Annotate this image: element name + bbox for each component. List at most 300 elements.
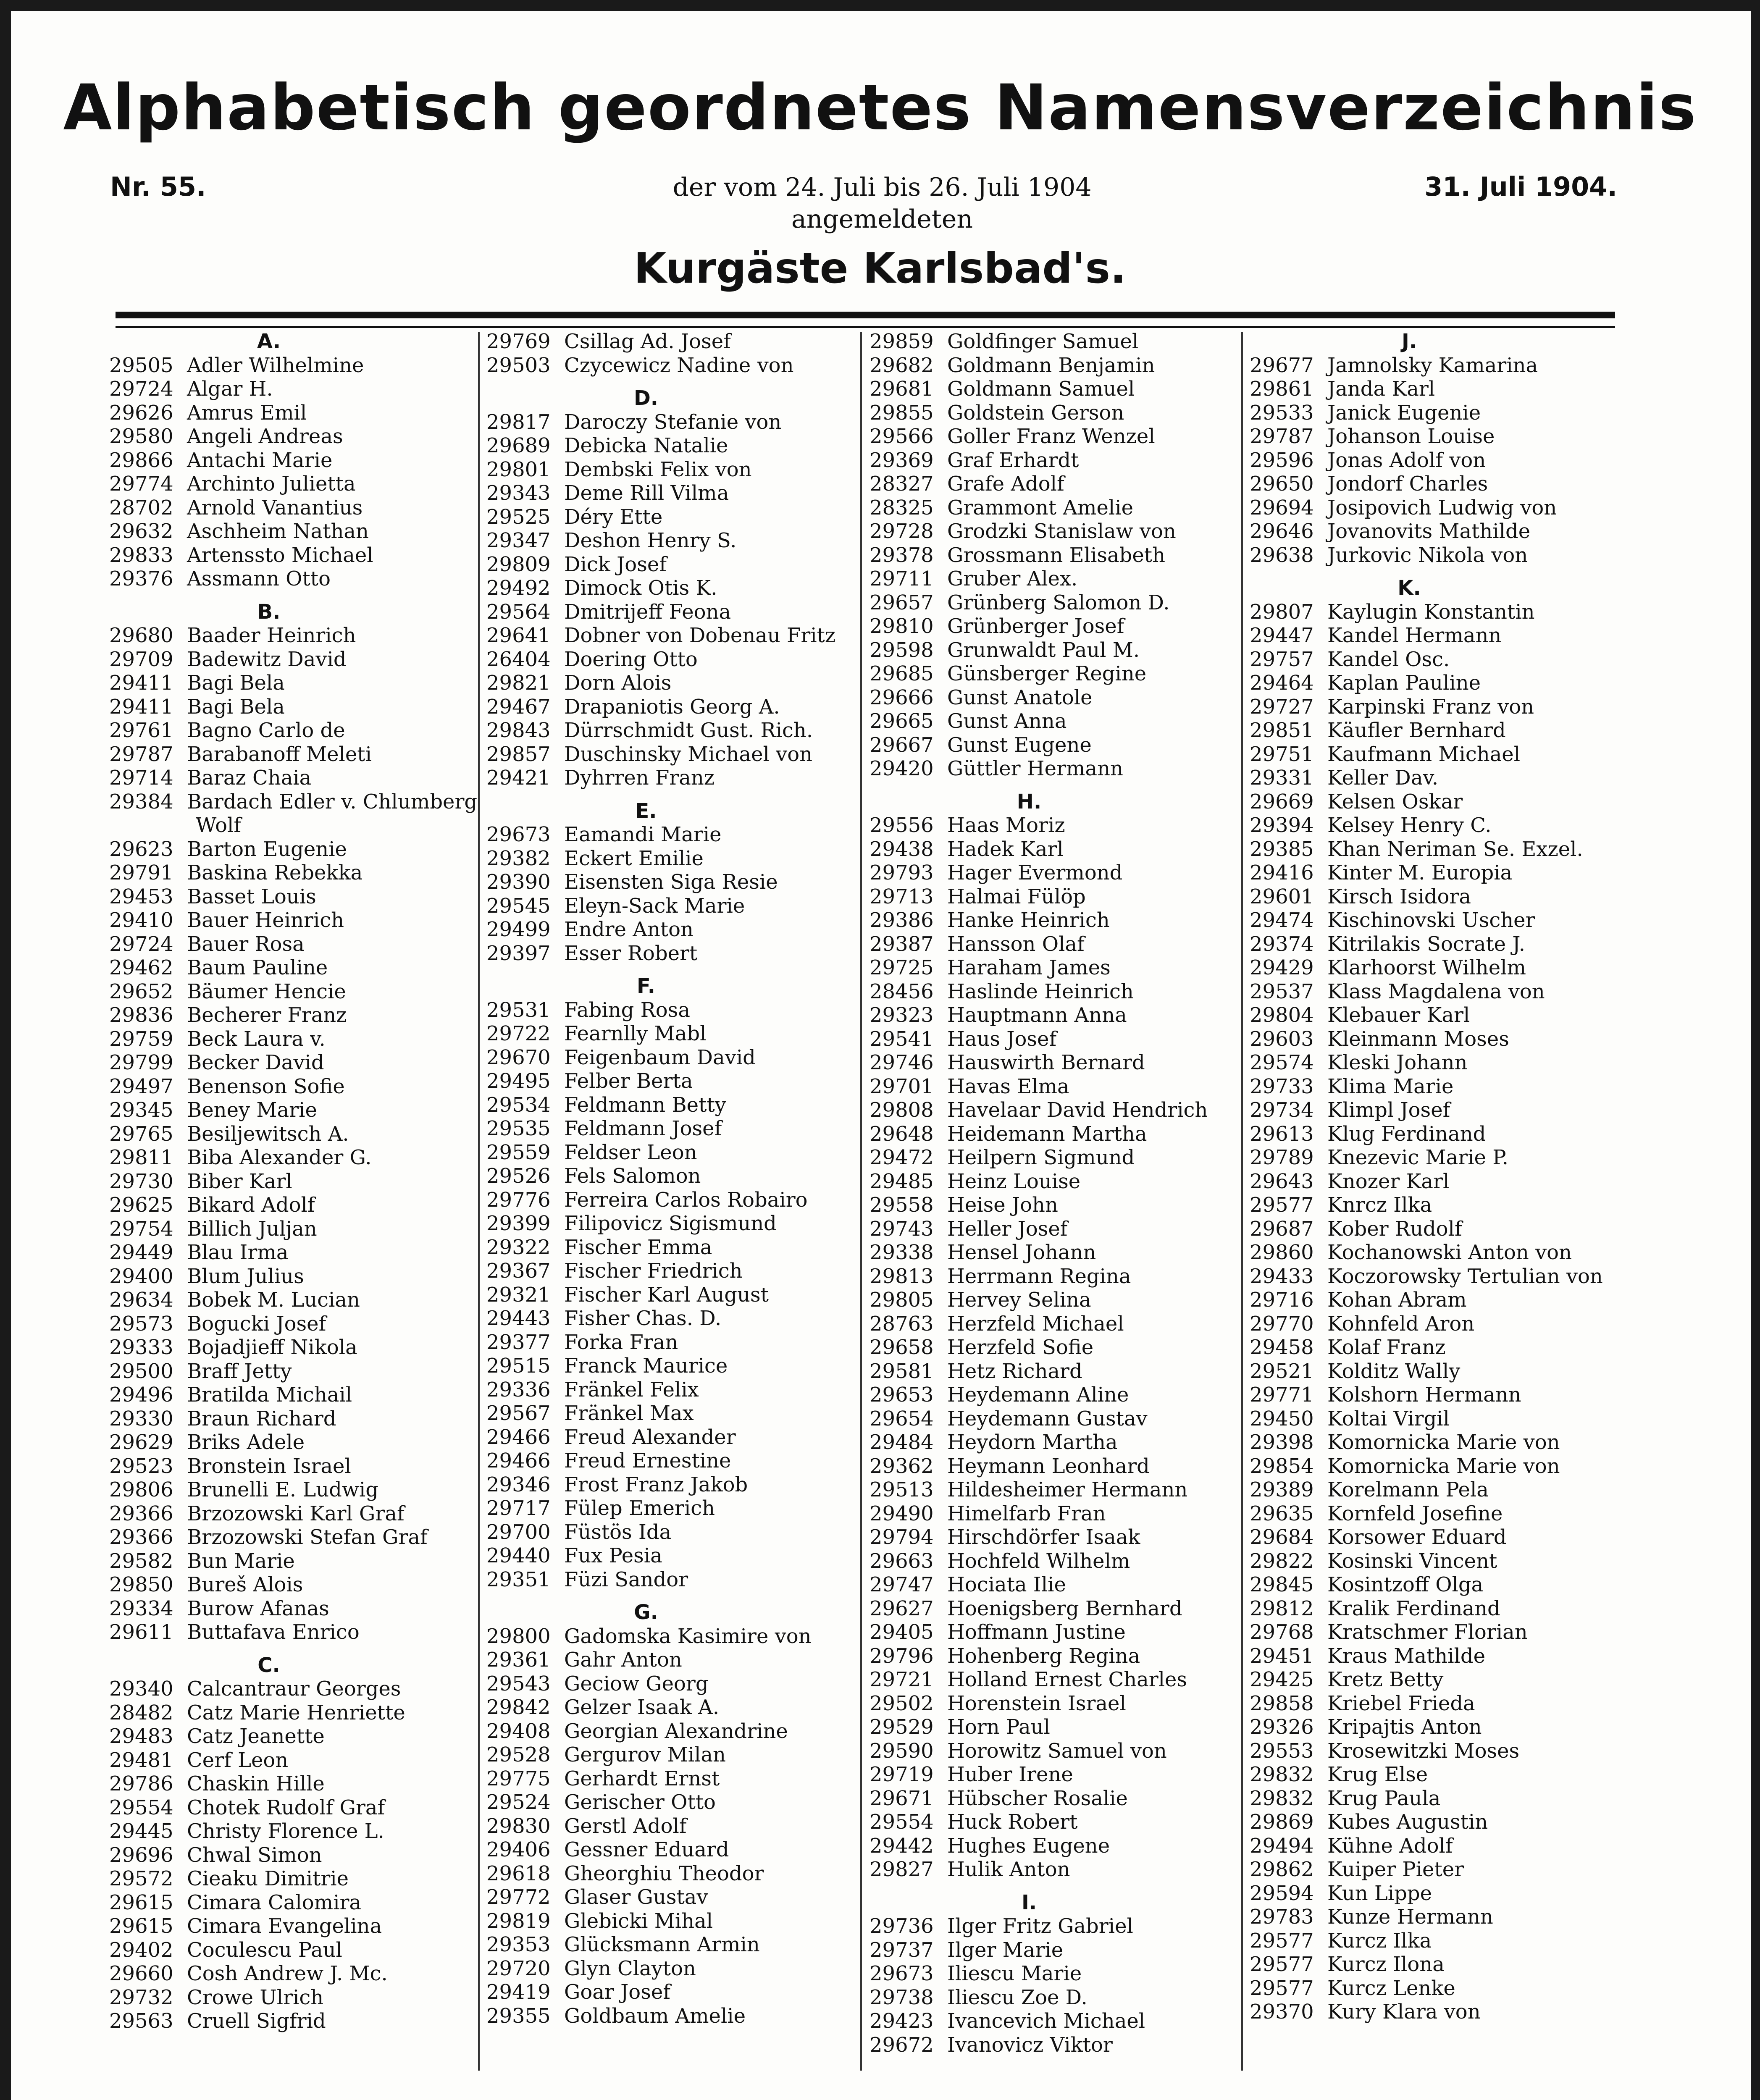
list-item xyxy=(486,1743,856,1767)
guest-name: Klima Marie xyxy=(1327,1074,1454,1098)
list-item xyxy=(109,1725,479,1748)
list-item xyxy=(869,614,1239,638)
guest-name: Graf Erhardt xyxy=(947,448,1079,472)
guest-name: Kober Rudolf xyxy=(1327,1217,1462,1241)
guest-number: 29458 xyxy=(1250,1336,1314,1359)
list-item xyxy=(486,1933,856,1957)
list-item xyxy=(486,434,856,458)
guest-number: 29574 xyxy=(1250,1051,1314,1074)
guest-number: 29809 xyxy=(486,552,551,576)
guest-name: Heydemann Gustav xyxy=(947,1407,1148,1431)
guest-number: 29738 xyxy=(869,1985,934,2009)
list-item xyxy=(1250,377,1619,401)
guest-number: 29772 xyxy=(486,1885,551,1909)
guest-number: 29442 xyxy=(869,1834,934,1858)
guest-name: Krug Else xyxy=(1327,1763,1428,1786)
guest-number: 29387 xyxy=(869,932,934,956)
guest-number: 29462 xyxy=(109,956,173,979)
list-item xyxy=(486,648,856,672)
guest-number: 29652 xyxy=(109,979,173,1003)
guest-number: 29737 xyxy=(869,1938,934,1962)
guest-name: Krosewitzki Moses xyxy=(1327,1739,1520,1763)
list-item xyxy=(1250,1882,1619,1906)
guest-number: 29632 xyxy=(109,520,173,543)
list-item xyxy=(1250,1241,1619,1265)
list-item xyxy=(869,733,1239,757)
guest-name: Kolaf Franz xyxy=(1327,1336,1446,1359)
list-item xyxy=(869,1383,1239,1407)
guest-name: Glyn Clayton xyxy=(564,1956,696,1980)
guest-number: 29629 xyxy=(109,1431,173,1454)
list-item xyxy=(1250,496,1619,520)
list-item xyxy=(486,576,856,600)
list-item xyxy=(869,354,1239,378)
guest-name: Feigenbaum David xyxy=(564,1045,756,1069)
list-item xyxy=(109,1431,479,1454)
guest-name: Fischer Friedrich xyxy=(564,1259,743,1283)
guest-number: 29419 xyxy=(486,1980,551,2004)
list-item xyxy=(869,1986,1239,2010)
list-item xyxy=(109,354,479,378)
list-item xyxy=(869,1573,1239,1597)
guest-number: 29573 xyxy=(109,1312,173,1336)
guest-name: Brunelli E. Ludwig xyxy=(187,1478,378,1502)
guest-number: 29433 xyxy=(1250,1264,1314,1288)
list-item xyxy=(1250,719,1619,743)
name-column-1 xyxy=(109,330,479,2033)
list-item xyxy=(869,1122,1239,1146)
guest-name: Huck Robert xyxy=(947,1810,1078,1834)
guest-number: 29801 xyxy=(486,457,551,481)
date-range-line1: der vom 24. Juli bis 26. Juli 1904 xyxy=(672,173,1092,202)
guest-number: 29543 xyxy=(486,1672,551,1696)
guest-name: Kohnfeld Aron xyxy=(1327,1312,1475,1336)
guest-number: 29533 xyxy=(1250,401,1314,425)
list-item xyxy=(869,1668,1239,1692)
guest-name: Grünberger Josef xyxy=(947,614,1124,638)
guest-number: 29429 xyxy=(1250,956,1314,979)
guest-number: 29535 xyxy=(486,1117,551,1140)
guest-name: Grodzki Stanislaw von xyxy=(947,520,1176,543)
guest-number: 29786 xyxy=(109,1772,173,1796)
list-item xyxy=(1250,1929,1619,1953)
guest-name: Kurcz Ilona xyxy=(1327,1953,1445,1976)
guest-number: 29721 xyxy=(869,1668,934,1691)
list-item xyxy=(486,918,856,942)
guest-name: Himelfarb Fran xyxy=(947,1502,1106,1525)
guest-name: Besiljewitsch A. xyxy=(187,1122,349,1146)
guest-name: Deme Rill Vilma xyxy=(564,481,729,505)
guest-number: 29440 xyxy=(486,1544,551,1567)
list-item xyxy=(869,1360,1239,1383)
list-item xyxy=(869,638,1239,662)
section-letter: H. xyxy=(1017,790,1042,814)
guest-number: 29521 xyxy=(1250,1359,1314,1383)
guest-number: 29443 xyxy=(486,1307,551,1330)
guest-name: Heydorn Martha xyxy=(947,1431,1118,1454)
list-item xyxy=(109,1772,479,1796)
guest-number: 29572 xyxy=(109,1867,173,1890)
list-item xyxy=(1250,1549,1619,1573)
list-item xyxy=(486,1568,856,1592)
guest-name: Klug Ferdinand xyxy=(1327,1122,1486,1146)
guest-number: 29338 xyxy=(869,1241,934,1264)
column-divider xyxy=(1241,332,1243,2071)
guest-number: 29625 xyxy=(109,1193,173,1217)
list-item xyxy=(869,1525,1239,1549)
guest-name: Hochfeld Wilhelm xyxy=(947,1549,1130,1573)
guest-name: Fisher Chas. D. xyxy=(564,1307,722,1330)
guest-number: 29321 xyxy=(486,1283,551,1307)
guest-name: Daroczy Stefanie von xyxy=(564,410,782,434)
guest-name: Doering Otto xyxy=(564,647,698,671)
list-item xyxy=(869,686,1239,710)
list-item xyxy=(869,1763,1239,1787)
list-item xyxy=(869,591,1239,615)
list-item xyxy=(486,330,856,354)
guest-name: Beck Laura v. xyxy=(187,1027,326,1051)
guest-number: 29811 xyxy=(109,1146,173,1169)
guest-name: Baader Heinrich xyxy=(187,624,356,647)
list-item xyxy=(1250,814,1619,837)
guest-number: 29554 xyxy=(109,1796,173,1819)
list-item xyxy=(109,980,479,1004)
guest-name: Dimock Otis K. xyxy=(564,576,717,600)
list-item xyxy=(869,1027,1239,1051)
list-item xyxy=(486,743,856,766)
guest-number: 29859 xyxy=(869,330,934,353)
guest-number: 29567 xyxy=(486,1402,551,1425)
list-item xyxy=(869,1336,1239,1360)
guest-name: Heymann Leonhard xyxy=(947,1454,1150,1478)
list-item xyxy=(486,624,856,648)
guest-number: 29466 xyxy=(486,1425,551,1449)
guest-number: 29733 xyxy=(1250,1074,1314,1098)
guest-number: 29416 xyxy=(1250,861,1314,885)
list-item xyxy=(1250,1336,1619,1360)
scan-border-right xyxy=(1751,0,1760,2100)
guest-number: 29603 xyxy=(1250,1027,1314,1051)
guest-number: 28482 xyxy=(109,1701,173,1725)
list-item xyxy=(1250,600,1619,624)
guest-number: 29855 xyxy=(869,401,934,425)
guest-number: 29673 xyxy=(869,1962,934,1985)
guest-name: Feldser Leon xyxy=(564,1140,697,1164)
guest-name: Dyhrren Franz xyxy=(564,766,715,790)
guest-name: Hübscher Rosalie xyxy=(947,1786,1128,1810)
list-item xyxy=(1250,1668,1619,1692)
list-item xyxy=(869,1288,1239,1312)
guest-name: Catz Jeanette xyxy=(187,1725,325,1748)
list-item xyxy=(869,1241,1239,1265)
guest-name: Havas Elma xyxy=(947,1074,1069,1098)
list-item xyxy=(109,861,479,885)
guest-number: 29376 xyxy=(109,567,173,591)
guest-name: Klass Magdalena von xyxy=(1327,979,1545,1003)
guest-number: 29421 xyxy=(486,766,551,790)
list-item xyxy=(869,1454,1239,1478)
list-item xyxy=(869,1858,1239,1882)
guest-number: 29843 xyxy=(486,719,551,742)
guest-name: Karpinski Franz von xyxy=(1327,695,1534,719)
guest-name: Ivancevich Michael xyxy=(947,2009,1145,2033)
guest-name: Bäumer Hencie xyxy=(187,979,346,1003)
list-item xyxy=(109,719,479,743)
guest-name: Bronstein Israel xyxy=(187,1454,351,1478)
guest-name: Goller Franz Wenzel xyxy=(947,425,1155,448)
section-letter: K. xyxy=(1397,576,1421,600)
list-item xyxy=(869,1003,1239,1027)
guest-number: 29751 xyxy=(1250,742,1314,766)
list-item xyxy=(1250,1763,1619,1787)
issue-number: Nr. 55. xyxy=(110,171,206,202)
section-letter: A. xyxy=(257,330,281,353)
guest-number: 29343 xyxy=(486,481,551,505)
guest-number: 29804 xyxy=(1250,1003,1314,1027)
guest-number: 29650 xyxy=(1250,472,1314,496)
list-item xyxy=(109,790,479,814)
guest-number: 29330 xyxy=(109,1407,173,1431)
list-item xyxy=(486,942,856,966)
list-item xyxy=(869,709,1239,733)
guest-number: 29736 xyxy=(869,1914,934,1938)
guest-number: 29822 xyxy=(1250,1549,1314,1573)
guest-name: Iliescu Zoe D. xyxy=(947,1985,1088,2009)
list-item xyxy=(869,1644,1239,1668)
section-gap xyxy=(109,591,479,600)
guest-name: Füzi Sandor xyxy=(564,1567,688,1591)
list-item xyxy=(486,1307,856,1331)
list-item xyxy=(109,496,479,520)
guest-name: Fischer Karl August xyxy=(564,1283,769,1307)
list-item xyxy=(1250,908,1619,932)
guest-number: 29759 xyxy=(109,1027,173,1051)
list-item xyxy=(869,1431,1239,1454)
guest-name: Gadomska Kasimire von xyxy=(564,1624,812,1648)
guest-number: 29400 xyxy=(109,1264,173,1288)
guest-number: 29684 xyxy=(1250,1525,1314,1549)
guest-name: Benenson Sofie xyxy=(187,1074,345,1098)
guest-name: Johanson Louise xyxy=(1327,425,1495,448)
guest-name: Braun Richard xyxy=(187,1407,336,1431)
guest-number: 29812 xyxy=(1250,1596,1314,1620)
guest-number: 29746 xyxy=(869,1051,934,1074)
guest-name: Horowitz Samuel von xyxy=(947,1739,1167,1763)
guest-name: Kralik Ferdinand xyxy=(1327,1596,1500,1620)
guest-name: Chotek Rudolf Graf xyxy=(187,1796,385,1819)
guest-number: 29481 xyxy=(109,1748,173,1772)
guest-name: Biber Karl xyxy=(187,1169,292,1193)
guest-number: 29667 xyxy=(869,733,934,757)
guest-number: 29464 xyxy=(1250,671,1314,695)
list-item xyxy=(1250,1739,1619,1763)
guest-number: 29423 xyxy=(869,2009,934,2033)
guest-name: Frost Franz Jakob xyxy=(564,1473,748,1496)
guest-number: 29627 xyxy=(869,1596,934,1620)
guest-name: Gessner Eduard xyxy=(564,1838,729,1861)
guest-number: 29862 xyxy=(1250,1858,1314,1881)
guest-number: 29770 xyxy=(1250,1312,1314,1336)
list-item xyxy=(869,1265,1239,1289)
guest-number: 29648 xyxy=(869,1122,934,1146)
guest-name: Grammont Amelie xyxy=(947,496,1133,520)
list-item xyxy=(109,1938,479,1962)
guest-name: Koltai Virgil xyxy=(1327,1407,1450,1431)
guest-number: 29361 xyxy=(486,1648,551,1672)
guest-number: 29687 xyxy=(1250,1217,1314,1241)
guest-number: 29689 xyxy=(486,434,551,457)
guest-name: Freud Alexander xyxy=(564,1425,736,1449)
list-item xyxy=(486,1425,856,1449)
guest-name: Khan Neriman Se. Exzel. xyxy=(1327,837,1583,861)
guest-number: 29728 xyxy=(869,520,934,543)
section-gap xyxy=(486,1591,856,1601)
guest-number: 29845 xyxy=(1250,1573,1314,1596)
list-item xyxy=(109,932,479,956)
list-item xyxy=(1250,1075,1619,1099)
list-item xyxy=(869,1914,1239,1938)
guest-name: Kleski Johann xyxy=(1327,1051,1468,1074)
guest-number: 29353 xyxy=(486,1933,551,1956)
guest-name: Horn Paul xyxy=(947,1715,1050,1739)
list-item xyxy=(1250,1146,1619,1170)
guest-number: 29783 xyxy=(1250,1905,1314,1929)
guest-name: Komornicka Marie von xyxy=(1327,1454,1560,1478)
guest-number: 29474 xyxy=(1250,908,1314,932)
list-item xyxy=(869,1312,1239,1336)
guest-number: 29450 xyxy=(1250,1407,1314,1431)
list-item xyxy=(486,600,856,624)
guest-number: 29791 xyxy=(109,861,173,885)
list-item xyxy=(109,1217,479,1241)
guest-name: Heinz Louise xyxy=(947,1169,1081,1193)
guest-name: Halmai Fülöp xyxy=(947,885,1086,908)
guest-name: Gunst Anna xyxy=(947,709,1067,733)
guest-name: Baum Pauline xyxy=(187,956,328,979)
guest-name: Cimara Calomira xyxy=(187,1890,362,1914)
list-item xyxy=(1250,1644,1619,1668)
list-item xyxy=(109,1336,479,1360)
guest-number: 29832 xyxy=(1250,1786,1314,1810)
list-item xyxy=(1250,520,1619,543)
guest-name: Haraham James xyxy=(947,956,1111,979)
guest-number: 29754 xyxy=(109,1217,173,1241)
guest-number: 29405 xyxy=(869,1620,934,1644)
list-item xyxy=(869,330,1239,354)
list-item xyxy=(1250,1620,1619,1644)
guest-name: Kühne Adolf xyxy=(1327,1834,1453,1858)
list-item xyxy=(869,472,1239,496)
guest-name: Kohan Abram xyxy=(1327,1288,1467,1312)
list-item xyxy=(869,1193,1239,1217)
guest-number: 28327 xyxy=(869,472,934,496)
guest-name: Goar Josef xyxy=(564,1980,671,2004)
list-item xyxy=(486,481,856,505)
list-item xyxy=(109,1383,479,1407)
list-item xyxy=(486,1046,856,1070)
guest-name: Jurkovic Nikola von xyxy=(1327,543,1528,567)
guest-number: 29757 xyxy=(1250,647,1314,671)
guest-number: 29556 xyxy=(869,814,934,837)
list-item xyxy=(486,823,856,847)
guest-number: 29747 xyxy=(869,1573,934,1596)
list-item xyxy=(1250,1051,1619,1075)
section-letter: C. xyxy=(257,1653,280,1677)
guest-number: 29673 xyxy=(486,823,551,846)
guest-number: 29860 xyxy=(1250,1241,1314,1264)
guest-name: Endre Anton xyxy=(564,918,693,941)
guest-name: Janda Karl xyxy=(1327,377,1435,401)
guest-name: Klarhoorst Wilhelm xyxy=(1327,956,1526,979)
guest-number: 29582 xyxy=(109,1549,173,1573)
guest-name: Dick Josef xyxy=(564,552,667,576)
guest-number: 29559 xyxy=(486,1140,551,1164)
list-item xyxy=(486,1672,856,1696)
list-item xyxy=(486,1838,856,1862)
guest-name: Kochanowski Anton von xyxy=(1327,1241,1572,1264)
guest-number: 29669 xyxy=(1250,790,1314,814)
guest-number: 29466 xyxy=(486,1449,551,1473)
guest-name: Käufler Bernhard xyxy=(1327,719,1506,742)
guest-number: 29796 xyxy=(869,1644,934,1668)
guest-number: 29800 xyxy=(486,1624,551,1648)
guest-number: 29672 xyxy=(869,2033,934,2057)
list-item xyxy=(109,1122,479,1146)
guest-name: Dembski Felix von xyxy=(564,457,752,481)
guest-name: Hager Evermond xyxy=(947,861,1123,885)
list-item xyxy=(1250,932,1619,956)
guest-name: Kischinovski Uscher xyxy=(1327,908,1535,932)
guest-number: 29724 xyxy=(109,377,173,401)
list-item xyxy=(869,1715,1239,1739)
guest-number: 29641 xyxy=(486,624,551,647)
guest-name: Blum Julius xyxy=(187,1264,304,1288)
guest-number: 29497 xyxy=(109,1074,173,1098)
guest-name: Dorn Alois xyxy=(564,671,672,695)
guest-name: Kaplan Pauline xyxy=(1327,671,1481,695)
header-rule-thick xyxy=(116,312,1615,318)
guest-name: Hoffmann Justine xyxy=(947,1620,1126,1644)
guest-name: Filipovicz Sigismund xyxy=(564,1212,777,1235)
list-item xyxy=(1250,1810,1619,1834)
list-item xyxy=(869,1692,1239,1716)
guest-name: Cosh Andrew J. Mc. xyxy=(187,1962,388,1985)
section-letter: E. xyxy=(635,799,657,823)
list-item xyxy=(109,425,479,449)
guest-name: Gerischer Otto xyxy=(564,1790,716,1814)
list-item xyxy=(1250,1098,1619,1122)
list-item xyxy=(109,1867,479,1891)
guest-name: Kosintzoff Olga xyxy=(1327,1573,1484,1596)
guest-number: 28702 xyxy=(109,496,173,520)
guest-name: Artenssto Michael xyxy=(187,543,373,567)
section-letter: B. xyxy=(257,600,281,624)
list-item xyxy=(109,1407,479,1431)
list-item xyxy=(109,1312,479,1336)
list-item xyxy=(1250,543,1619,567)
list-item xyxy=(869,837,1239,861)
guest-number: 29515 xyxy=(486,1354,551,1378)
guest-number: 29685 xyxy=(869,662,934,685)
guest-name: Kitrilakis Socrate J. xyxy=(1327,932,1526,956)
list-item xyxy=(109,1454,479,1478)
list-item xyxy=(486,1473,856,1497)
guest-number: 28763 xyxy=(869,1312,934,1336)
guest-name: Angeli Andreas xyxy=(187,425,343,448)
guest-number: 29799 xyxy=(109,1051,173,1074)
guest-number: 29453 xyxy=(109,885,173,908)
guest-number: 29807 xyxy=(1250,600,1314,624)
